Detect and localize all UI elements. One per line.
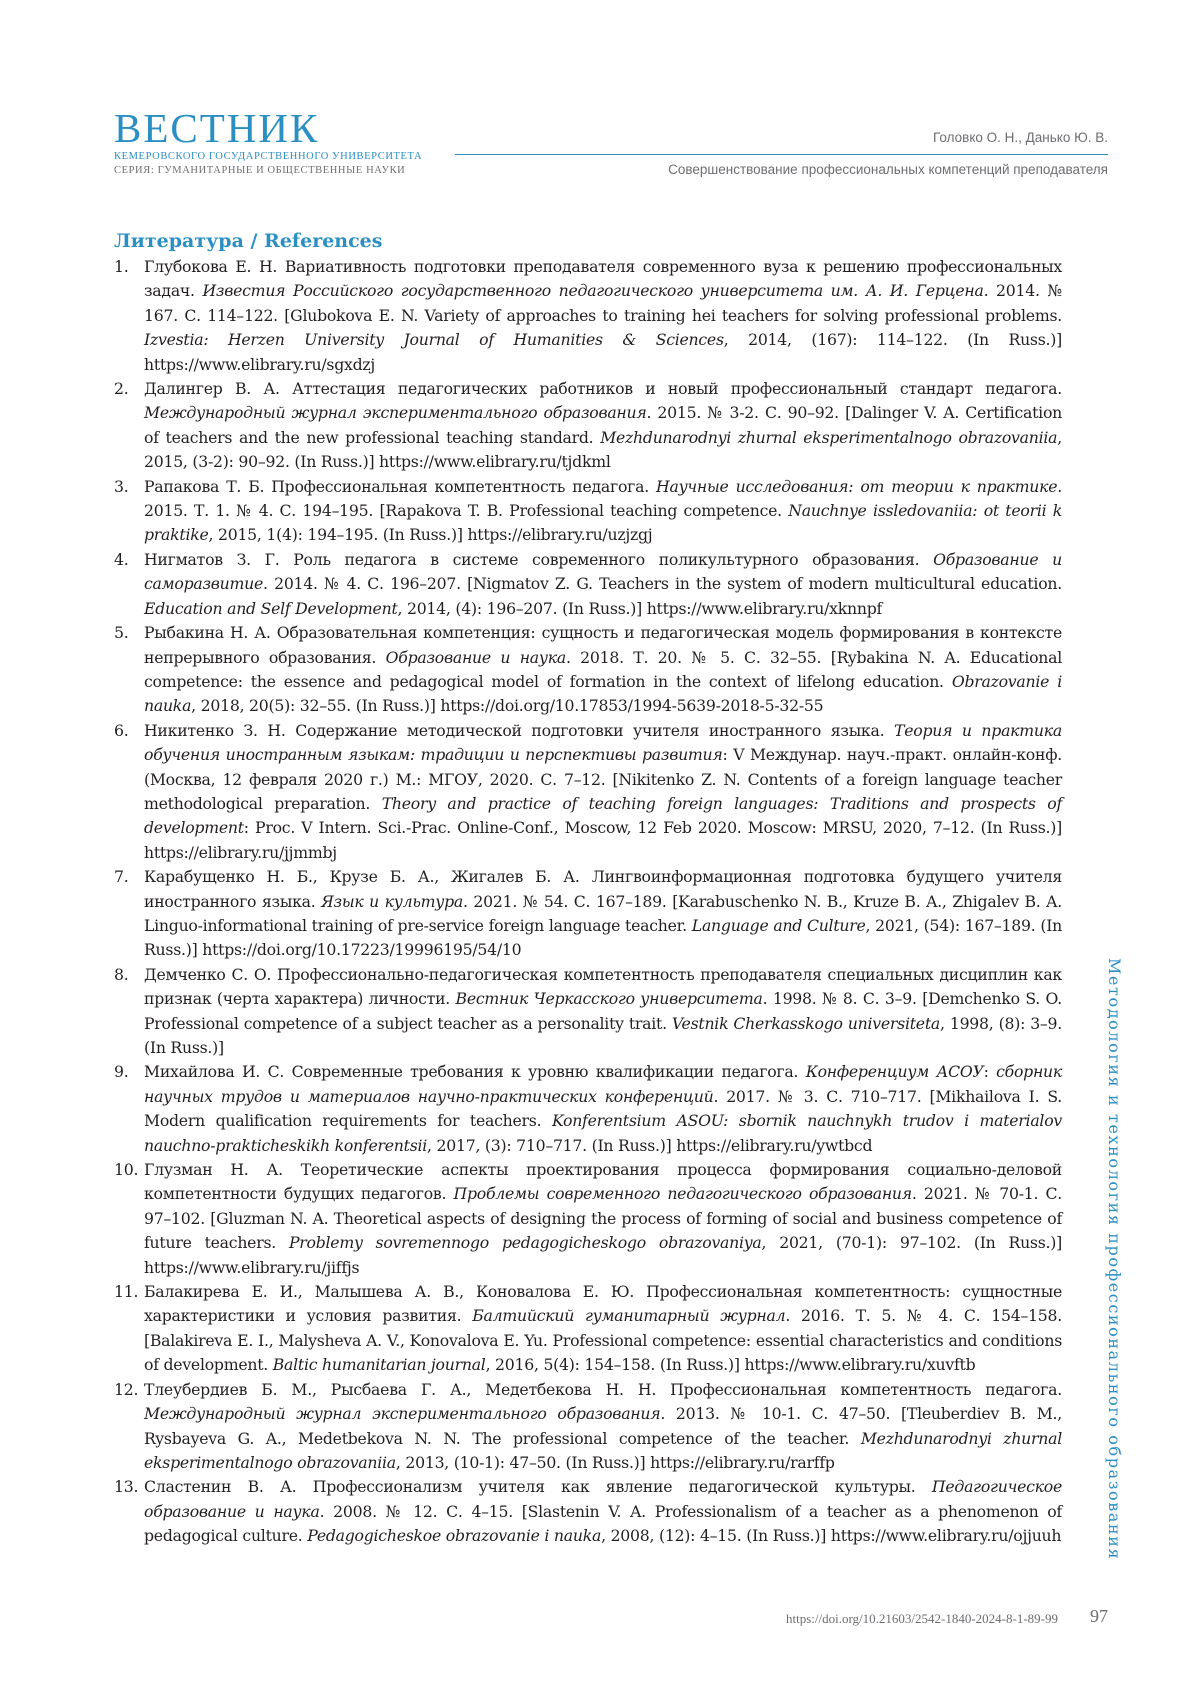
reference-text: Никитенко З. Н. Содержание методической подготовки учителя иностранного языка. [144,720,894,740]
journal-masthead [114,105,434,176]
reference-number: 5. [114,623,129,643]
reference-text: Глубокова Е. Н. Вариативность подготовки преподавателя современного вуза к решению профессиональных задач. [144,257,1062,301]
reference-source-title: Балтийский гуманитарный журнал [472,1306,786,1326]
journal-series: СЕРИЯ: ГУМАНИТАРНЫЕ И ОБЩЕСТВЕННЫЕ НАУКИ [114,165,406,176]
reference-number: 11. [114,1282,139,1302]
reference-source-title: Конференциум АСОУ [805,1062,984,1082]
journal-title: ВЕСТНИК [114,105,320,151]
reference-text: . 2015. Т. 1. № 4. С. 194–195. [Rapakova T. B. Professional teaching competence. [144,476,1062,521]
reference-number: 9. [114,1062,129,1082]
reference-item [114,475,1062,548]
reference-number: 7. [114,867,129,887]
reference-source-title: Образование и наука [385,647,566,667]
reference-source-title: Mezhdunarodnyi zhurnal eksperimentalnogo obrazovaniia [144,1428,1062,1472]
reference-source-title: Theory and practice of teaching foreign languages: Traditions and prospects of development [144,793,1063,838]
reference-item [114,1475,1062,1548]
reference-source-title: Международный журнал экспериментального образования [144,403,647,423]
reference-source-title: сборник научных трудов и материалов научно-практических конференций [144,1062,1062,1106]
reference-source-title: Pedagogicheskoe obrazovanie i nauka [307,1526,602,1546]
reference-text: , 1998, (8): 3–9. (In Russ.)] [144,1013,1062,1057]
reference-item [114,1158,1062,1280]
reference-text: Рапакова Т. Б. Профессиональная компетентность педагога. [144,476,657,496]
references-heading: Литература / References [114,230,383,252]
reference-text: . 2021. № 54. С. 167–189. [Karabuschenko N. B., Kruze B. A., Zhigalev B. A. Linguo-informational training of pre-service foreign language teacher. [144,891,1062,935]
reference-text: Сластенин В. А. Профессионализм учителя как явление педагогической культуры. [144,1477,932,1497]
reference-text: . 2016. Т. 5. № 4. С. 154–158. [Balakireva E. I., Malysheva A. V., Konovalova E. Yu. Professional competence: essential characteristics and conditions of development. [144,1306,1062,1375]
reference-source-title: Problemy sovremennogo pedagogicheskogo obrazovaniya [288,1233,762,1253]
references-section [114,230,1062,1549]
reference-source-title: Образование и саморазвитие [144,549,1062,594]
reference-item [114,377,1062,475]
reference-text: . 2021. № 70-1. С. 97–102. [Gluzman N. A. Theoretical aspects of designing the process of forming of social and business competence of future teachers. [144,1184,1062,1253]
reference-number: 1. [114,257,129,276]
footer-doi: https://doi.org/10.21603/2542-1840-2024-8-1-89-99 [785,1611,1058,1626]
reference-item [114,719,1062,865]
reference-number: 13. [114,1477,139,1497]
reference-text: Далингер В. А. Аттестация педагогических работников и новый профессиональный стандарт педагога. [144,379,1062,399]
reference-text: , 2015, 1(4): 194–195. (In Russ.)] https://elibrary.ru/uzjzgj [208,525,653,545]
section-sidebar-title: Методология и технология профессионального образования [1105,958,1124,1561]
reference-item [114,963,1062,1061]
reference-number: 10. [114,1160,139,1180]
reference-source-title: Izvestia: Herzen University Journal of Humanities & Sciences [144,330,724,350]
reference-text: . 2014. № 167. С. 114–122. [Glubokova E. N. Variety of approaches to training hei teachers for solving professional problems. [144,281,1063,325]
running-header-authors: Головко О. Н., Данько Ю. В. [933,130,1108,145]
reference-source-title: Язык и культура [321,891,464,911]
reference-text: , 2021, (54): 167–189. (In Russ.)] https://doi.org/10.17223/19996195/54/10 [144,915,1063,960]
reference-text: Тлеубердиев Б. М., Рысбаева Г. А., Медетбекова Н. Н. Профессиональная компетентность педагога. [144,1379,1062,1399]
reference-text: , 2014, (4): 196–207. (In Russ.)] https://www.elibrary.ru/xknnpf [397,598,883,618]
reference-text: : [983,1062,997,1082]
reference-text: Балакирева Е. И., Малышева А. В., Коновалова Е. Ю. Профессиональная компетентность: сущностные характеристики и условия развития. [144,1282,1062,1326]
reference-number: 12. [114,1379,139,1399]
reference-item [114,1060,1062,1158]
reference-source-title: Педагогическое образование и наука [144,1477,1062,1521]
reference-source-title: Obrazovanie i nauka [144,671,1062,716]
reference-text: , 2015, (3-2): 90–92. (In Russ.)] https://www.elibrary.ru/tjdkml [144,427,1062,472]
reference-text: , 2014, (167): 114–122. (In Russ.)] https://www.elibrary.ru/sgxdzj [144,330,1062,374]
reference-number: 3. [114,476,129,496]
reference-number: 4. [114,549,129,569]
reference-number: 8. [114,964,129,984]
reference-text: Нигматов З. Г. Роль педагога в системе современного поликультурного образования. [144,549,934,569]
reference-source-title: Научные исследования: от теории к практике [656,476,1058,496]
reference-text: , 2017, (3): 710–717. (In Russ.)] https://elibrary.ru/ywtbcd [427,1135,873,1155]
reference-item [114,621,1062,719]
reference-source-title: Vestnik Cherkasskogo universiteta [671,1013,940,1033]
header-divider [455,154,1108,155]
reference-text: Карабущенко Н. Б., Крузе Б. А., Жигалев Б. А. Лингвоинформационная подготовка будущего учителя иностранного языка. [144,867,1062,911]
reference-source-title: Международный журнал экспериментального образования [144,1404,661,1424]
reference-text: . 2013. № 10-1. С. 47–50. [Tleuberdiev B. M., Rysbayeva G. A., Medetbekova N. N. The professional competence of the teacher. [144,1404,1062,1448]
reference-text: . 2015. № 3-2. С. 90–92. [Dalinger V. A. Certification of teachers and the new professional teaching standard. [144,403,1062,447]
reference-text: . 2018. Т. 20. № 5. С. 32–55. [Rybakina N. A. Educational competence: the essence and pedagogical model of formation in the context of lifelong education. [144,647,1062,691]
reference-text: , 2016, 5(4): 154–158. (In Russ.)] https://www.elibrary.ru/xuvftb [485,1355,976,1375]
reference-source-title: Теория и практика обучения иностранным языкам: традиции и перспективы развития [144,720,1062,765]
reference-text: , 2021, (70-1): 97–102. (In Russ.)] https://www.elibrary.ru/jiffjs [144,1233,1062,1277]
running-header-article-title: Совершенствование профессиональных компетенций преподавателя [668,162,1108,177]
reference-number: 2. [114,379,129,399]
reference-text: : Proc. V Intern. Sci.-Prac. Online-Conf., Moscow, 12 Feb 2020. Moscow: MRSU, 2020, 7–12. (In Russ.)] https://elibrary.ru/jjmmbj [144,818,1062,862]
reference-text: , 2013, (10-1): 47–50. (In Russ.)] https://elibrary.ru/rarffp [395,1452,835,1472]
journal-subtitle: КЕМЕРОВСКОГО ГОСУДАРСТВЕННОГО УНИВЕРСИТЕТА [114,151,423,162]
page-number: 97 [1090,1606,1108,1626]
reference-source-title: Baltic humanitarian journal [272,1355,486,1375]
reference-source-title: Language and Culture [691,915,866,935]
reference-source-title: Известия Российского государственного педагогического университета им. А. И. Герцена [202,281,984,301]
reference-source-title: Konferentsium ASOU: sbornik nauchnykh trudov i materialov nauchno-prakticheskikh konferentsii [144,1111,1063,1155]
reference-source-title: Nauchnye issledovaniia: ot teorii k praktike [144,501,1062,545]
reference-text: Демченко С. О. Профессионально-педагогическая компетентность преподавателя специальных дисциплин как признак (черта характера) личности. [144,964,1062,1009]
reference-text: . 1998. № 8. С. 3–9. [Demchenko S. O. Professional competence of a subject teacher as a personality trait. [144,989,1062,1033]
reference-source-title: Вестник Черкасского университета [455,989,763,1009]
reference-item [114,255,1062,377]
reference-text: : V Междунар. науч.-практ. онлайн-конф. (Москва, 12 февраля 2020 г.) М.: МГОУ, 2020. С. 7–12. [Nikitenko Z. N. Contents of a foreign language teacher methodological preparation. [144,745,1062,813]
reference-text: . 2014. № 4. С. 196–207. [Nigmatov Z. G. Teachers in the system of modern multicultural education. [263,574,1062,594]
reference-item [114,1280,1062,1378]
reference-item [114,548,1062,621]
reference-item [114,865,1062,963]
references-list [114,255,1062,1549]
reference-text: Рыбакина Н. А. Образовательная компетенция: сущность и педагогическая модель формирования в контексте непрерывного образования. [144,623,1062,667]
reference-source-title: Education and Self Development [144,598,398,618]
reference-text: . 2017. № 3. С. 710–717. [Mikhailova I. S. Modern qualification requirements for teachers. [144,1086,1062,1131]
reference-text: , 2008, (12): 4–15. (In Russ.)] https://www.elibrary.ru/ojjuuh [601,1526,1062,1546]
reference-text: Михайлова И. С. Современные требования к уровню квалификации педагога. [144,1062,806,1082]
reference-source-title: Проблемы современного педагогического образования [453,1184,912,1204]
reference-item [114,1378,1062,1476]
reference-text: Глузман Н. А. Теоретические аспекты проектирования процесса формирования социально-деловой компетентности будущих педагогов. [144,1160,1062,1204]
reference-source-title: Mezhdunarodnyi zhurnal eksperimentalnogo obrazovaniia [600,427,1058,447]
reference-text: . 2008. № 12. С. 4–15. [Slastenin V. A. Professionalism of a teacher as a phenomenon of pedagogical culture. [144,1501,1062,1546]
reference-number: 6. [114,720,129,740]
reference-text: , 2018, 20(5): 32–55. (In Russ.)] https://doi.org/10.17853/1994-5639-2018-5-32-55 [191,696,824,716]
